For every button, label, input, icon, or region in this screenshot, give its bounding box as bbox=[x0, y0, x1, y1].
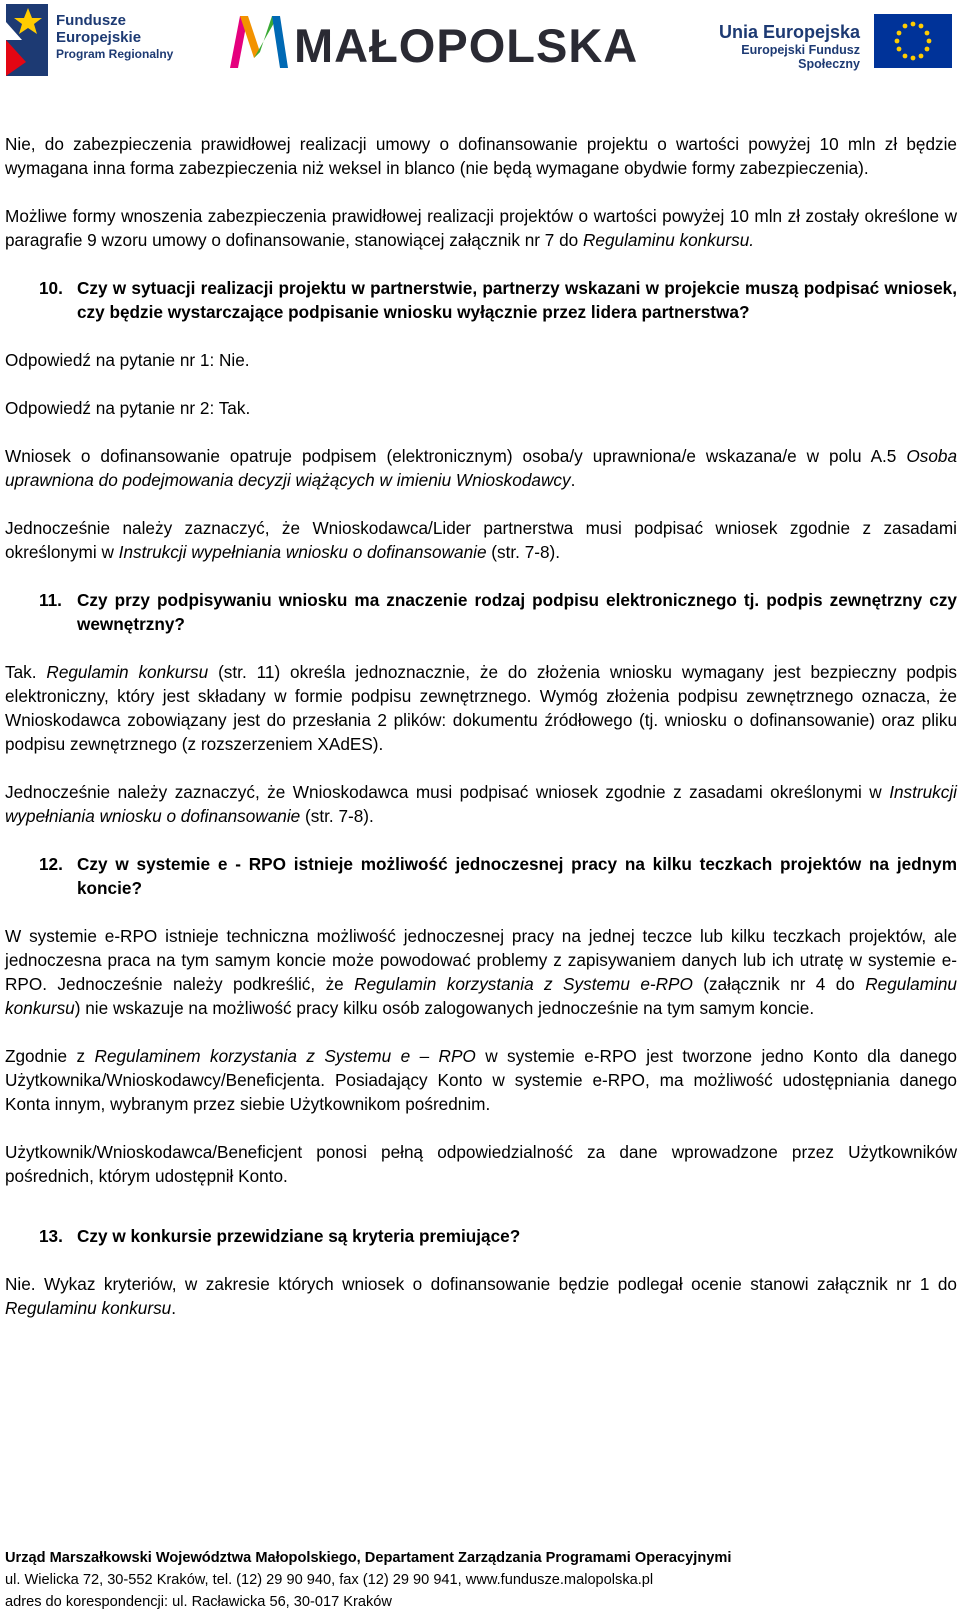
footer-institution: Urząd Marszałkowski Województwa Małopolskiego, Departament Zarządzania Programami Operacyjnymi bbox=[5, 1550, 732, 1566]
text-span: Jednocześnie należy zaznaczyć, że Wnioskodawca/Lider partnerstwa musi podpisać wniosek zgodnie z zasadami określonymi w bbox=[5, 518, 957, 562]
text-span: Możliwe formy wnoszenia zabezpieczenia prawidłowej realizacji projektów o wartości powyżej 10 mln zł zostały określone w paragrafie 9 wzoru umowy o dofinansowanie, stanowiącej załącznik nr 7 do bbox=[5, 206, 957, 250]
question-11 bbox=[5, 588, 957, 636]
answer-line: Odpowiedź na pytanie nr 1: Nie. bbox=[5, 350, 250, 370]
fe-mark-icon bbox=[4, 2, 50, 78]
footer-address: ul. Wielicka 72, 30-552 Kraków, tel. (12) 29 90 940, fax (12) 29 90 941, www.fundusze.malopolska.pl bbox=[5, 1572, 654, 1588]
question-text: Czy w sytuacji realizacji projektu w partnerstwie, partnerzy wskazani w projekcie muszą podpisać wniosek, czy będzie wystarczające podpisanie wniosku wyłącznie przez lidera partnerstwa? bbox=[77, 278, 957, 322]
page-footer bbox=[5, 1547, 957, 1613]
question-number: 13. bbox=[39, 1226, 63, 1246]
answer-line: Odpowiedź na pytanie nr 2: Tak. bbox=[5, 398, 251, 418]
text-span: (str. 7-8). bbox=[300, 806, 374, 826]
text-span: (str. 7-8). bbox=[486, 542, 561, 562]
paragraph: Użytkownik/Wnioskodawca/Beneficjent ponosi pełną odpowiedzialność za dane wprowadzone przez Użytkowników pośrednich, którym udostępnił Konto. bbox=[5, 1142, 957, 1186]
text-span: w systemie e-RPO jest tworzone jedno Konto dla danego Użytkownika/Wnioskodawcy/Beneficjenta. Posiadający Konto w systemie e-RPO, ma możliwość udostępniania danego Konta innym, wybranym przez siebie Użytkownikom pośrednim. bbox=[5, 1046, 957, 1114]
text-span: . bbox=[570, 470, 576, 490]
text-span: W systemie e-RPO istnieje techniczna możliwość jednoczesnej pracy na jednej teczce lub kilku teczkach projektów, ale jednoczesna praca na tym samym koncie może powodować problemy z zapisywaniem danych lub ich utratę w systemie e-RPO. Jednocześnie należy podkreślić, że bbox=[5, 926, 957, 994]
paragraph bbox=[5, 924, 957, 1020]
page-header bbox=[0, 0, 960, 84]
fe-logo-line3: Program Regionalny bbox=[56, 47, 174, 61]
question-text: Czy w konkursie przewidziane są kryteria premiujące? bbox=[77, 1226, 521, 1246]
text-span: ) nie wskazuje na możliwość pracy kilku osób zalogowanych jednocześnie na tym samym koncie. bbox=[74, 998, 815, 1018]
italic-reference: Regulaminu konkursu. bbox=[583, 230, 755, 250]
paragraph bbox=[5, 204, 957, 252]
italic-reference: Regulamin korzystania z Systemu e-RPO bbox=[354, 974, 693, 994]
paragraph bbox=[5, 1044, 957, 1116]
ue-logo-text bbox=[690, 22, 860, 71]
question-text: Czy w systemie e - RPO istnieje możliwość jednoczesnej pracy na kilku teczkach projektów na jednym koncie? bbox=[77, 854, 957, 898]
text-span: Tak. bbox=[5, 662, 47, 682]
question-text: Czy przy podpisywaniu wniosku ma znaczenie rodzaj podpisu elektronicznego tj. podpis zewnętrzny czy wewnętrzny? bbox=[77, 590, 957, 634]
paragraph bbox=[5, 660, 957, 756]
paragraph bbox=[5, 516, 957, 564]
question-number: 11. bbox=[39, 590, 62, 610]
fundusze-europejskie-logo bbox=[4, 2, 184, 78]
text-span: Zgodnie z bbox=[5, 1046, 95, 1066]
text-span: Wniosek o dofinansowanie opatruje podpisem (elektronicznym) osoba/y uprawniona/e wskazana/e w polu A.5 bbox=[5, 446, 907, 466]
malopolska-logo bbox=[228, 10, 639, 72]
italic-reference: Regulaminu konkursu bbox=[5, 1298, 172, 1318]
fe-logo-line2: Europejskie bbox=[56, 29, 142, 46]
paragraph: Nie, do zabezpieczenia prawidłowej realizacji umowy o dofinansowanie projektu o wartości powyżej 10 mln zł będzie wymagana inna forma zabezpieczenia niż weksel in blanco (nie będą wymagane obydwie formy zabezpieczenia). bbox=[5, 134, 957, 178]
malopolska-mark-icon bbox=[228, 10, 290, 72]
italic-reference: Regulamin konkursu bbox=[46, 662, 209, 682]
footer-correspondence: adres do korespondencji: ul. Racławicka 56, 30-017 Kraków bbox=[5, 1594, 392, 1610]
fe-logo-line1: Fundusze bbox=[56, 12, 126, 29]
italic-reference: Instrukcji wypełniania wniosku o dofinansowanie bbox=[118, 542, 487, 562]
italic-reference: Regulaminem korzystania z Systemu e – RPO bbox=[94, 1046, 476, 1066]
text-span: Jednocześnie należy zaznaczyć, że Wnioskodawca musi podpisać wniosek zgodnie z zasadami określonymi w bbox=[5, 782, 890, 802]
italic-reference: Regulaminu konkursu bbox=[5, 974, 957, 1018]
question-10 bbox=[5, 276, 957, 324]
eu-flag-icon bbox=[874, 14, 952, 68]
paragraph bbox=[5, 1272, 957, 1320]
question-12 bbox=[5, 852, 957, 900]
document-body bbox=[5, 132, 957, 1320]
italic-reference: Instrukcji wypełniania wniosku o dofinansowanie bbox=[5, 782, 957, 826]
ue-logo-line1: Unia Europejska bbox=[718, 22, 860, 42]
text-span: (załącznik nr 4 do bbox=[692, 974, 866, 994]
fe-logo-text bbox=[56, 12, 173, 63]
text-span: Nie. Wykaz kryteriów, w zakresie których wniosek o dofinansowanie będzie podlegał ocenie stanowi załącznik nr 1 do bbox=[5, 1274, 957, 1294]
unia-europejska-logo bbox=[690, 14, 958, 74]
malopolska-logo-text: MAŁOPOLSKA bbox=[294, 19, 639, 72]
question-number: 10. bbox=[39, 278, 63, 298]
question-13 bbox=[5, 1224, 957, 1248]
paragraph bbox=[5, 780, 957, 828]
text-span: . bbox=[171, 1298, 177, 1318]
paragraph bbox=[5, 444, 957, 492]
question-number: 12. bbox=[39, 854, 63, 874]
text-span: (str. 11) określa jednoznacznie, że do złożenia wniosku wymagany jest bezpieczny podpis elektroniczny, który jest składany w formie podpisu zewnętrznego. Wymóg złożenia podpisu zewnętrznego oznacza, że Wnioskodawca zobowiązany jest do przesłania 2 plików: dokumentu źródłowego (tj. wniosku o dofinansowanie) oraz pliku podpisu zewnętrznego (z rozszerzeniem XAdES). bbox=[5, 662, 958, 754]
ue-logo-line2: Europejski Fundusz Społeczny bbox=[741, 43, 860, 71]
italic-reference: Osoba uprawniona do podejmowania decyzji wiążących w imieniu Wnioskodawcy bbox=[5, 446, 957, 490]
